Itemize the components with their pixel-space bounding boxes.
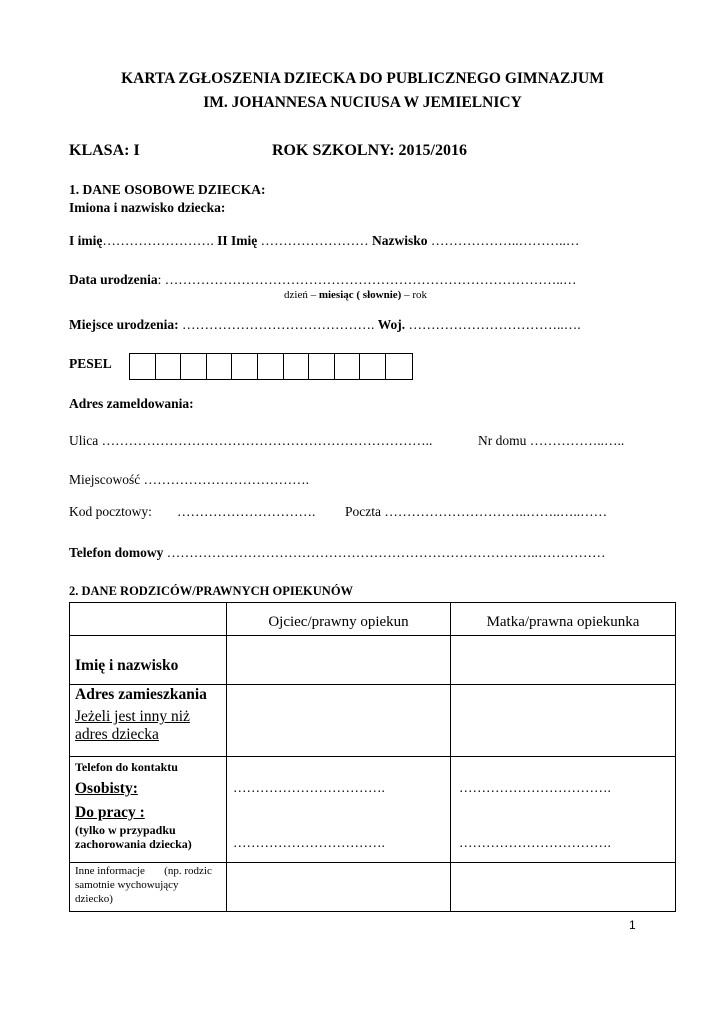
school-year-label: ROK SZKOLNY: 2015/2016 xyxy=(272,142,467,159)
postcode-field[interactable]: …………………………. xyxy=(177,504,316,519)
pesel-digit-box[interactable] xyxy=(309,354,335,379)
father-personal-phone-field[interactable]: ……………………………. xyxy=(233,780,385,795)
mother-column-header: Matka/prawna opiekunka xyxy=(451,603,676,636)
city-line xyxy=(69,472,309,488)
pesel-digit-box[interactable] xyxy=(386,354,412,379)
address-row-note-2: adres dziecka xyxy=(75,726,159,743)
post-office-label: Poczta xyxy=(345,504,381,519)
surname-label: Nazwisko xyxy=(372,233,428,248)
pesel-label: PESEL xyxy=(69,356,112,371)
mother-personal-phone-field[interactable]: ……………………………. xyxy=(459,780,611,795)
address-row-label-cell xyxy=(70,685,227,757)
phone-work-label: Do pracy : xyxy=(75,804,145,821)
first-name-label: I imię xyxy=(69,233,103,248)
street-field[interactable]: ……………………………………………………………….. xyxy=(101,433,433,448)
father-column-header: Ojciec/prawny opiekun xyxy=(227,603,451,636)
postcode-label: Kod pocztowy: xyxy=(69,504,152,519)
street-line xyxy=(69,433,432,449)
father-phone-cell xyxy=(227,757,451,863)
form-title-line1: KARTA ZGŁOSZENIA DZIECKA DO PUBLICZNEGO GIMNAZJUM xyxy=(121,70,604,87)
house-number-label: Nr domu xyxy=(478,433,527,448)
name-row-label-cell xyxy=(70,636,227,685)
father-name-cell[interactable] xyxy=(227,636,451,685)
other-info-label-cell xyxy=(70,863,227,912)
voivodeship-field[interactable]: ……………………………..…. xyxy=(408,317,581,332)
phone-personal-label: Osobisty: xyxy=(75,780,138,797)
birthdate-label: Data urodzenia xyxy=(69,272,158,287)
child-names-label: Imiona i nazwisko dziecka: xyxy=(69,200,226,215)
table-corner-cell xyxy=(70,603,227,636)
birthplace-label: Miejsce urodzenia: xyxy=(69,317,179,332)
second-name-label: II Imię xyxy=(217,233,258,248)
form-title-line2: IM. JOHANNESA NUCIUSA W JEMIELNICY xyxy=(203,94,522,111)
pesel-digit-box[interactable] xyxy=(335,354,361,379)
city-field[interactable]: ………………………………. xyxy=(143,472,309,487)
father-address-cell[interactable] xyxy=(227,685,451,757)
names-line xyxy=(69,233,579,249)
section2-heading: 2. DANE RODZICÓW/PRAWNYCH OPIEKUNÓW xyxy=(69,584,354,598)
birthplace-field[interactable]: ……………………………………. xyxy=(181,317,375,332)
page-number: 1 xyxy=(629,918,636,932)
birthdate-line xyxy=(69,272,577,288)
pesel-digit-box[interactable] xyxy=(156,354,182,379)
mother-other-info-cell[interactable] xyxy=(451,863,676,912)
house-number-field[interactable]: ……………..….. xyxy=(529,433,625,448)
address-label: Adres zameldowania: xyxy=(69,396,194,411)
name-row-label: Imię i nazwisko xyxy=(75,657,179,674)
post-office-field[interactable]: …………………………..……..…..…… xyxy=(384,504,608,519)
pesel-digit-box[interactable] xyxy=(360,354,386,379)
surname-field[interactable]: ………………..………..… xyxy=(430,233,580,248)
address-row-label: Adres zamieszkania xyxy=(75,686,207,703)
voivodeship-label: Woj. xyxy=(377,317,406,332)
father-other-info-cell[interactable] xyxy=(227,863,451,912)
pesel-digit-box[interactable] xyxy=(181,354,207,379)
phone-work-note: (tylko w przypadku zachorowania dziecka) xyxy=(75,823,192,851)
mother-name-cell[interactable] xyxy=(451,636,676,685)
mother-work-phone-field[interactable]: ……………………………. xyxy=(459,835,611,850)
birthdate-field[interactable]: : ……………………………………………………………………………..… xyxy=(157,272,577,287)
pesel-digit-box[interactable] xyxy=(232,354,258,379)
home-phone-line xyxy=(69,545,606,561)
pesel-boxes[interactable] xyxy=(129,353,413,380)
section1-heading: 1. DANE OSOBOWE DZIECKA: xyxy=(69,182,266,197)
house-line xyxy=(478,433,624,449)
class-label: KLASA: I xyxy=(69,142,140,159)
pesel-digit-box[interactable] xyxy=(130,354,156,379)
home-phone-field[interactable]: ………………………………………………………………………..…………… xyxy=(166,545,606,560)
home-phone-label: Telefon domowy xyxy=(69,545,164,560)
street-label: Ulica xyxy=(69,433,99,448)
other-info-label: Inne informacje (np. rodzic samotnie wychowujący dziecko) xyxy=(75,865,215,905)
post-office-line xyxy=(345,504,607,520)
phone-row-label-cell xyxy=(70,757,227,863)
mother-phone-cell xyxy=(451,757,676,863)
pesel-digit-box[interactable] xyxy=(207,354,233,379)
birthdate-hint: dzień – miesiąc ( słownie) – rok xyxy=(284,289,427,301)
pesel-digit-box[interactable] xyxy=(258,354,284,379)
first-name-field[interactable]: ……………………. xyxy=(102,233,214,248)
second-name-field[interactable]: …………………… xyxy=(260,233,369,248)
pesel-digit-box[interactable] xyxy=(284,354,310,379)
address-row-note-1: Jeżeli jest inny niż xyxy=(75,708,190,725)
parents-table xyxy=(69,602,676,912)
city-label: Miejscowość xyxy=(69,472,141,487)
mother-address-cell[interactable] xyxy=(451,685,676,757)
father-work-phone-field[interactable]: ……………………………. xyxy=(233,835,385,850)
birthplace-line xyxy=(69,317,581,333)
phone-row-label: Telefon do kontaktu xyxy=(75,760,178,774)
